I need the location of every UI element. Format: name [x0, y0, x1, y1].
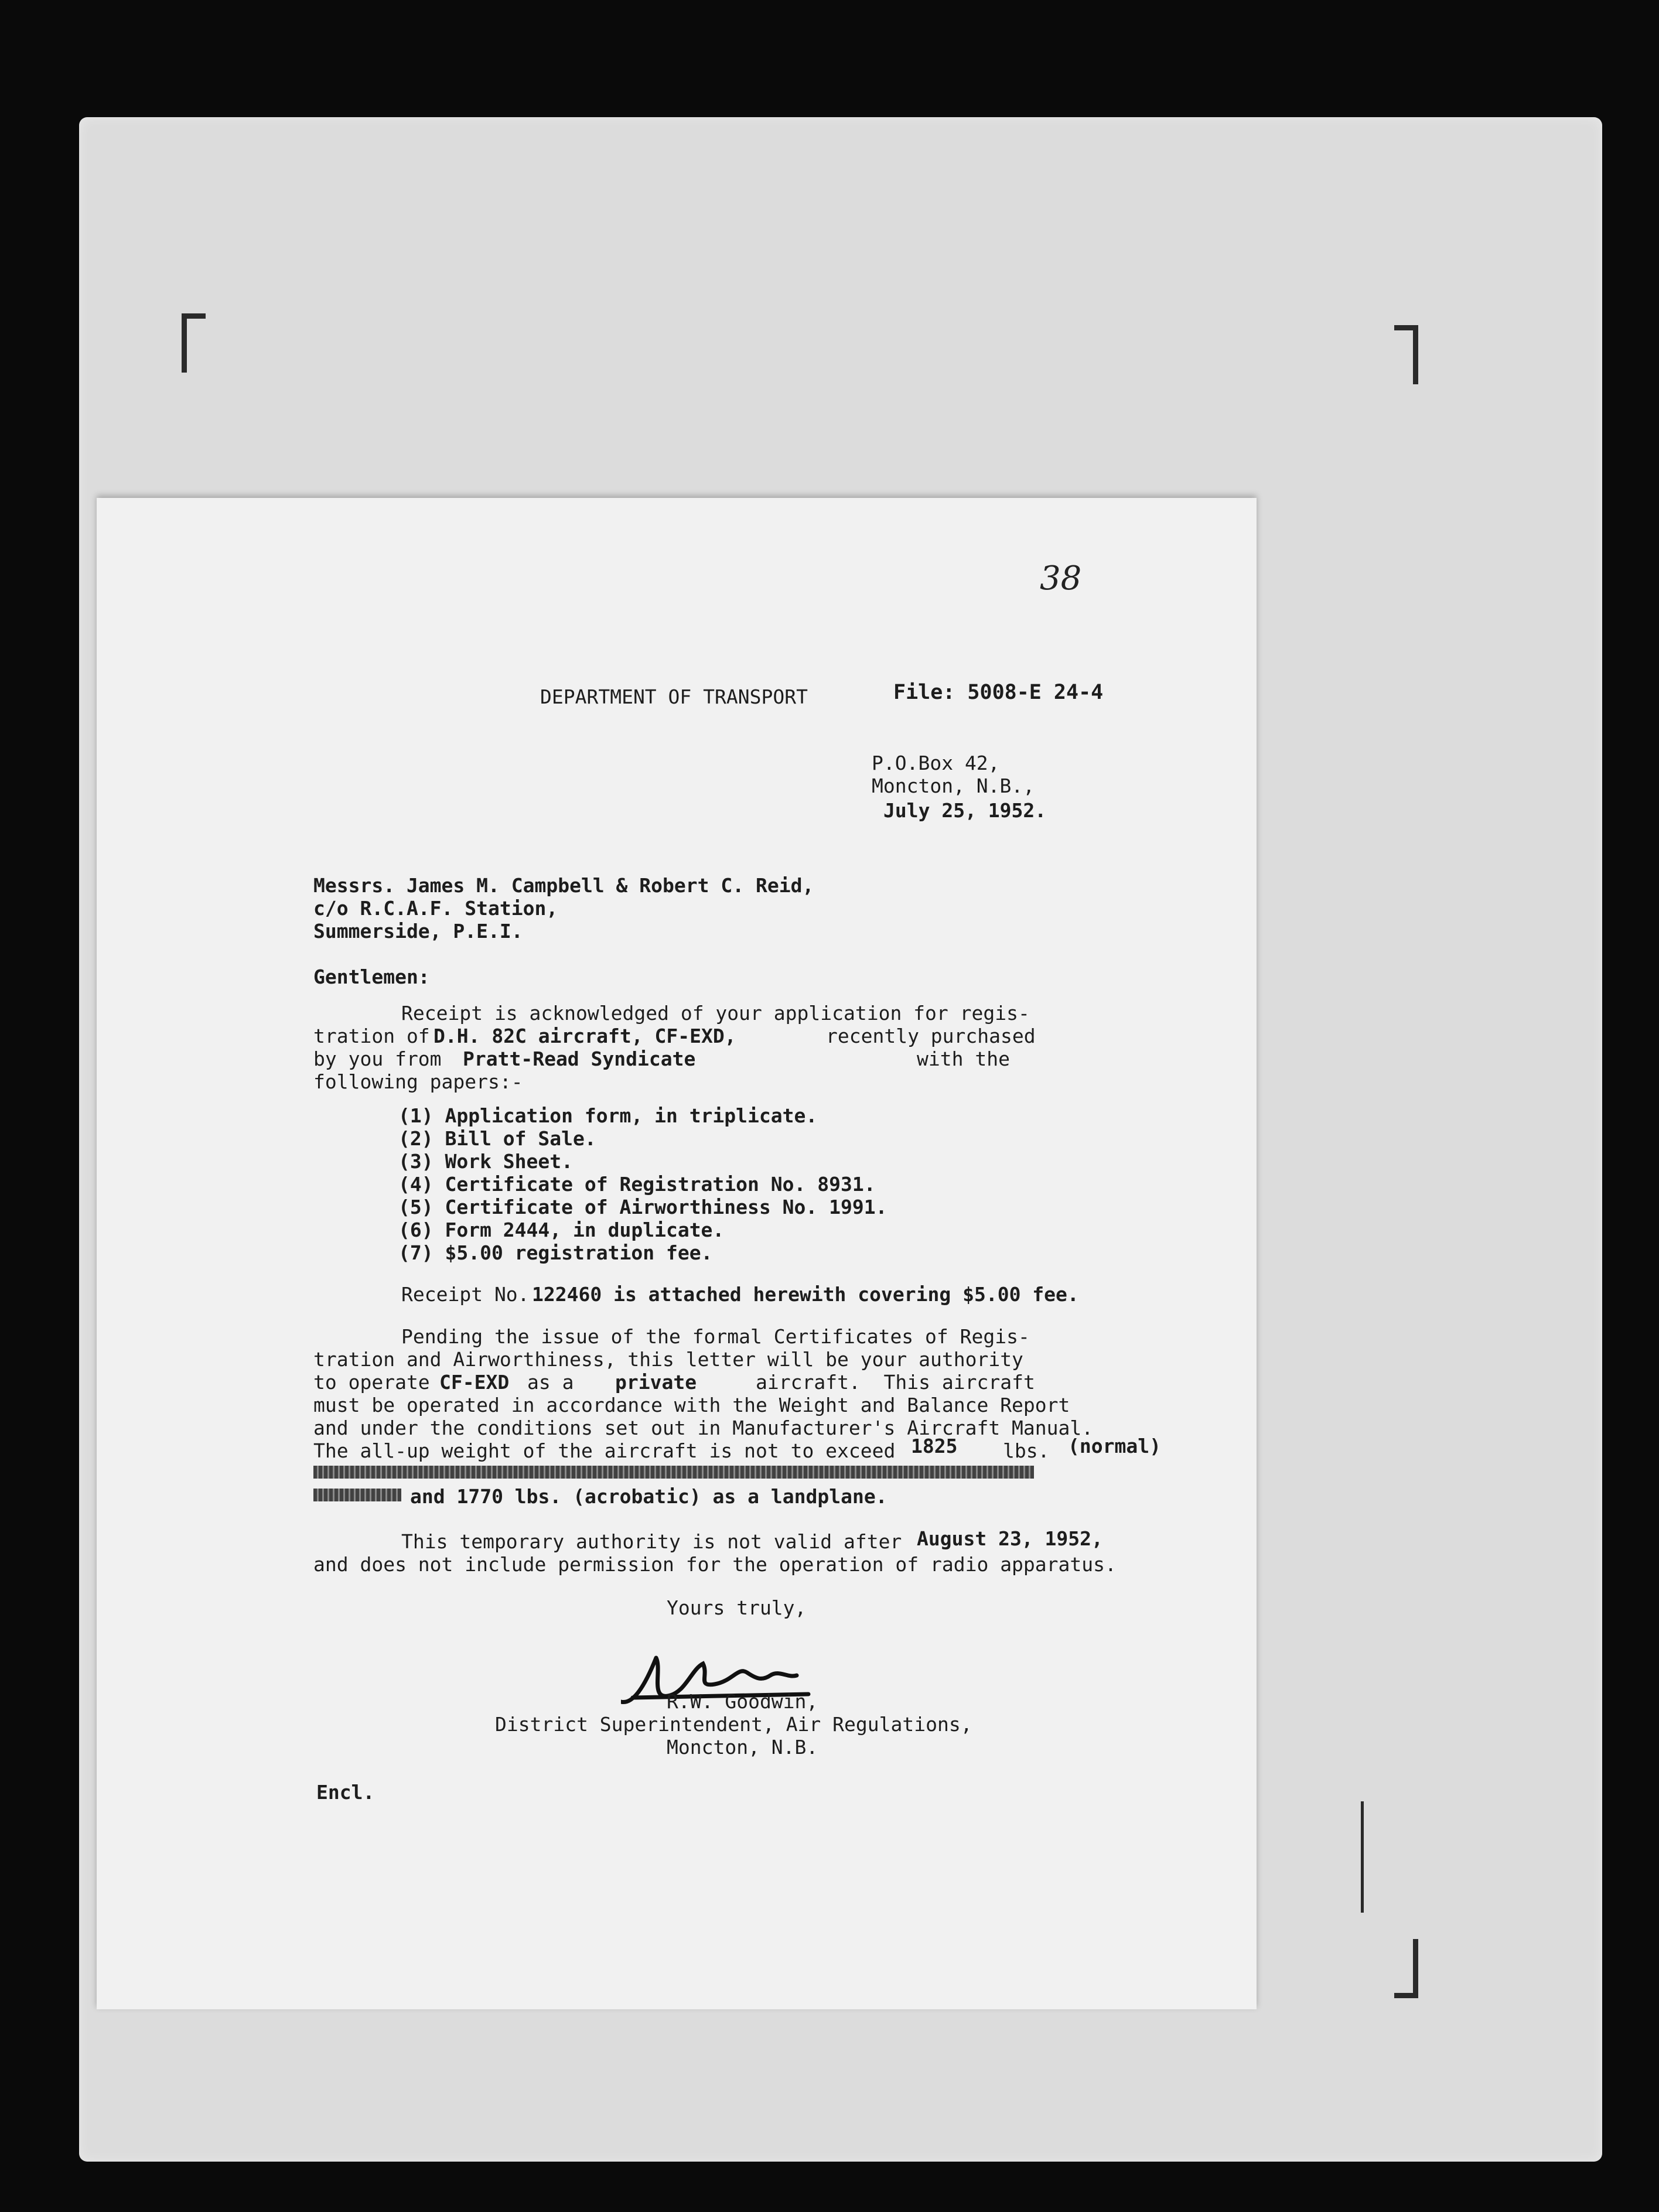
- signatory-title: District Superintendent, Air Regulations,: [495, 1713, 972, 1736]
- para1-line3-a: by you from: [313, 1047, 442, 1070]
- list-item: (3) Work Sheet.: [398, 1150, 574, 1173]
- struck-out-word: [313, 1489, 401, 1501]
- seller-name: Pratt-Read Syndicate: [463, 1047, 696, 1070]
- para2-line3-c: as a: [527, 1371, 574, 1394]
- page-number: 38: [1040, 559, 1082, 598]
- list-item: (7) $5.00 registration fee.: [398, 1241, 713, 1264]
- para1-line3-c: with the: [917, 1047, 1010, 1070]
- list-item: (4) Certificate of Registration No. 8931.: [398, 1173, 876, 1196]
- registration-mark: CF-EXD: [439, 1371, 510, 1394]
- signatory-place: Moncton, N.B.: [667, 1736, 818, 1759]
- list-item: (2) Bill of Sale.: [398, 1127, 596, 1150]
- para2-line5: and under the conditions set out in Manufacturer's Aircraft Manual.: [313, 1416, 1094, 1439]
- signatory-name: R.W. Goodwin,: [667, 1690, 818, 1713]
- sender-address-line1: P.O.Box 42,: [872, 752, 1000, 774]
- addressee-line1: Messrs. James M. Campbell & Robert C. Reid,: [313, 874, 814, 897]
- struck-out-line: [313, 1466, 1034, 1479]
- para2-line3-e: aircraft. This aircraft: [756, 1371, 1035, 1394]
- sender-address-line2: Moncton, N.B.,: [872, 774, 1035, 797]
- para2-line8: and 1770 lbs. (acrobatic) as a landplane.: [410, 1485, 887, 1508]
- para1-line2-a: tration of: [313, 1025, 430, 1047]
- salutation: Gentlemen:: [313, 965, 430, 988]
- para1-line2-c: recently purchased: [826, 1025, 1036, 1047]
- para2-line3-a: to operate: [313, 1371, 430, 1394]
- receipt-text: 122460 is attached herewith covering $5.00 fee.: [532, 1283, 1079, 1306]
- enclosure-note: Encl.: [316, 1781, 375, 1804]
- max-weight: 1825: [911, 1435, 958, 1457]
- para2-line2: tration and Airworthiness, this letter will be your authority: [313, 1348, 1023, 1371]
- corner-mark-bottom-right: [1394, 1939, 1418, 1998]
- department-heading: DEPARTMENT OF TRANSPORT: [540, 685, 808, 708]
- weight-normal: (normal): [1068, 1435, 1161, 1457]
- closing: Yours truly,: [667, 1596, 807, 1619]
- para1-line1: Receipt is acknowledged of your application for regis-: [401, 1002, 1030, 1025]
- corner-mark-top-left: [182, 313, 206, 373]
- para2-line4: must be operated in accordance with the Weight and Balance Report: [313, 1394, 1070, 1416]
- file-number: File: 5008-E 24-4: [893, 681, 1104, 704]
- para1-line4: following papers:-: [313, 1070, 523, 1093]
- aircraft-category: private: [615, 1371, 697, 1394]
- expiry-date: August 23, 1952,: [917, 1527, 1103, 1550]
- para3-line1-a: This temporary authority is not valid after: [401, 1530, 902, 1553]
- para2-line1: Pending the issue of the formal Certificates of Regis-: [401, 1325, 1030, 1348]
- list-item: (1) Application form, in triplicate.: [398, 1104, 818, 1127]
- list-item: (5) Certificate of Airworthiness No. 1991.: [398, 1196, 887, 1218]
- para3-line2: and does not include permission for the operation of radio apparatus.: [313, 1553, 1117, 1576]
- corner-mark-top-right: [1394, 325, 1418, 384]
- margin-rule: [1361, 1801, 1364, 1913]
- aircraft-type: D.H. 82C aircraft, CF-EXD,: [433, 1025, 736, 1047]
- para2-line6-c: lbs.: [1003, 1439, 1050, 1462]
- list-item: (6) Form 2444, in duplicate.: [398, 1218, 725, 1241]
- addressee-line2: c/o R.C.A.F. Station,: [313, 897, 558, 920]
- para2-line6-a: The all-up weight of the aircraft is not to exceed: [313, 1439, 896, 1462]
- addressee-line3: Summerside, P.E.I.: [313, 920, 523, 943]
- letter-date: July 25, 1952.: [883, 799, 1047, 822]
- receipt-prefix: Receipt No.: [401, 1283, 530, 1306]
